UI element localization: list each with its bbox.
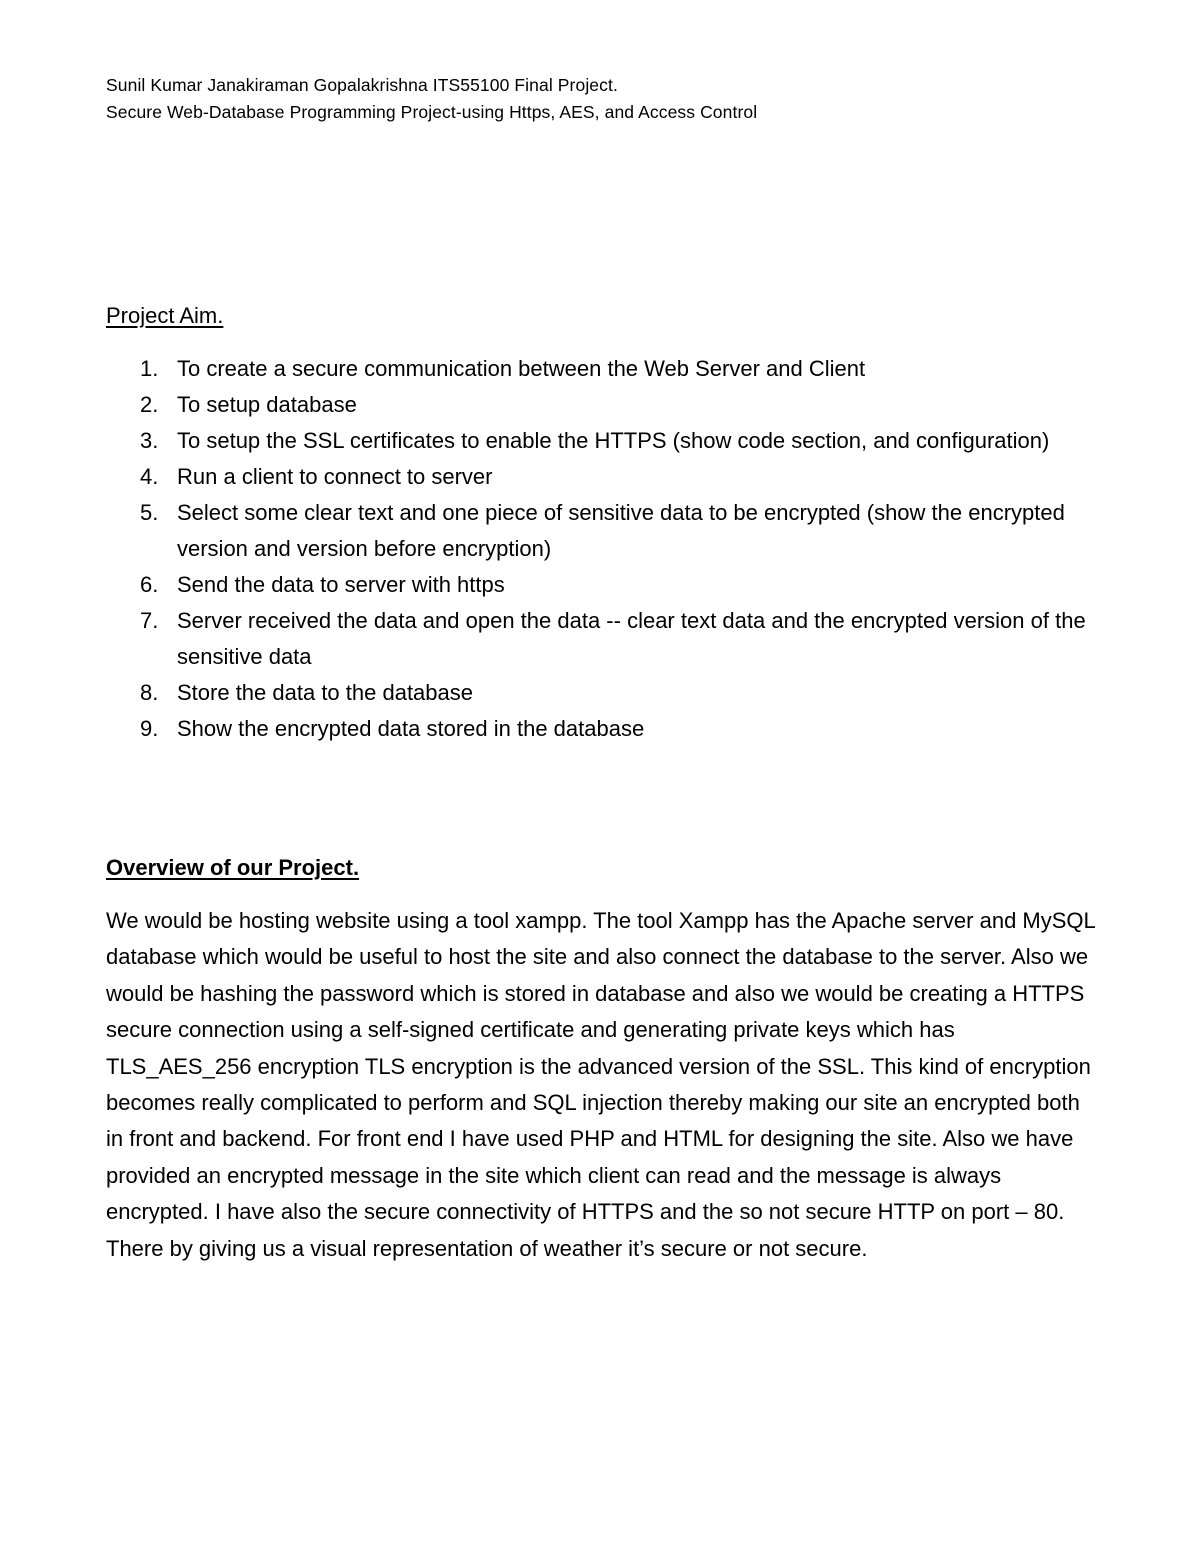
list-item xyxy=(106,675,1096,711)
list-item-number: 9. xyxy=(140,716,159,741)
overview-heading: Overview of our Project. xyxy=(106,855,360,880)
list-item xyxy=(106,495,1096,567)
header-author-line: Sunil Kumar Janakiraman Gopalakrishna ITS55100 Final Project. xyxy=(106,75,618,95)
list-item-text: Send the data to server with https xyxy=(177,572,505,597)
list-item-number: 2. xyxy=(140,392,159,417)
list-item-number: 4. xyxy=(140,464,159,489)
list-item xyxy=(106,711,1096,747)
list-item xyxy=(106,351,1096,387)
list-item xyxy=(106,567,1096,603)
project-aim-list xyxy=(106,351,1096,747)
list-item-text: Show the encrypted data stored in the database xyxy=(177,716,645,741)
list-item-number: 5. xyxy=(140,500,159,525)
list-item xyxy=(106,459,1096,495)
list-item-text: To create a secure communication between the Web Server and Client xyxy=(177,356,866,381)
list-item-number: 8. xyxy=(140,680,159,705)
list-item-number: 7. xyxy=(140,608,159,633)
list-item-text: Select some clear text and one piece of sensitive data to be encrypted (show the encrypted version and version before encryption) xyxy=(177,500,1065,561)
overview-paragraph: We would be hosting website using a tool xampp. The tool Xampp has the Apache server and MySQL database which would be useful to host the site and also connect the database to the server. Also we would be hashing the password which is stored in database and also we would be creating a HTTPS secure connection using a self-signed certificate and generating private keys which has TLS_AES_256 encryption TLS encryption is the advanced version of the SSL. This kind of encryption becomes really complicated to perform and SQL injection thereby making our site an encrypted both in front and backend. For front end I have used PHP and HTML for designing the site. Also we have provided an encrypted message in the site which client can read and the message is always encrypted. I have also the secure connectivity of HTTPS and the so not secure HTTP on port – 80. There by giving us a visual representation of weather it’s secure or not secure. xyxy=(106,908,1095,1261)
list-item xyxy=(106,423,1096,459)
project-aim-heading: Project Aim. xyxy=(106,303,224,328)
list-item-text: To setup the SSL certificates to enable the HTTPS (show code section, and configuration) xyxy=(177,428,1050,453)
list-item-number: 1. xyxy=(140,356,159,381)
list-item-text: Store the data to the database xyxy=(177,680,474,705)
list-item-text: To setup database xyxy=(177,392,357,417)
header-title-line: Secure Web-Database Programming Project-using Https, AES, and Access Control xyxy=(106,102,758,122)
list-item-text: Server received the data and open the data -- clear text data and the encrypted version of the sensitive data xyxy=(177,608,1086,669)
document-header xyxy=(106,72,757,126)
list-item xyxy=(106,603,1096,675)
list-item xyxy=(106,387,1096,423)
list-item-number: 3. xyxy=(140,428,159,453)
list-item-text: Run a client to connect to server xyxy=(177,464,493,489)
list-item-number: 6. xyxy=(140,572,159,597)
